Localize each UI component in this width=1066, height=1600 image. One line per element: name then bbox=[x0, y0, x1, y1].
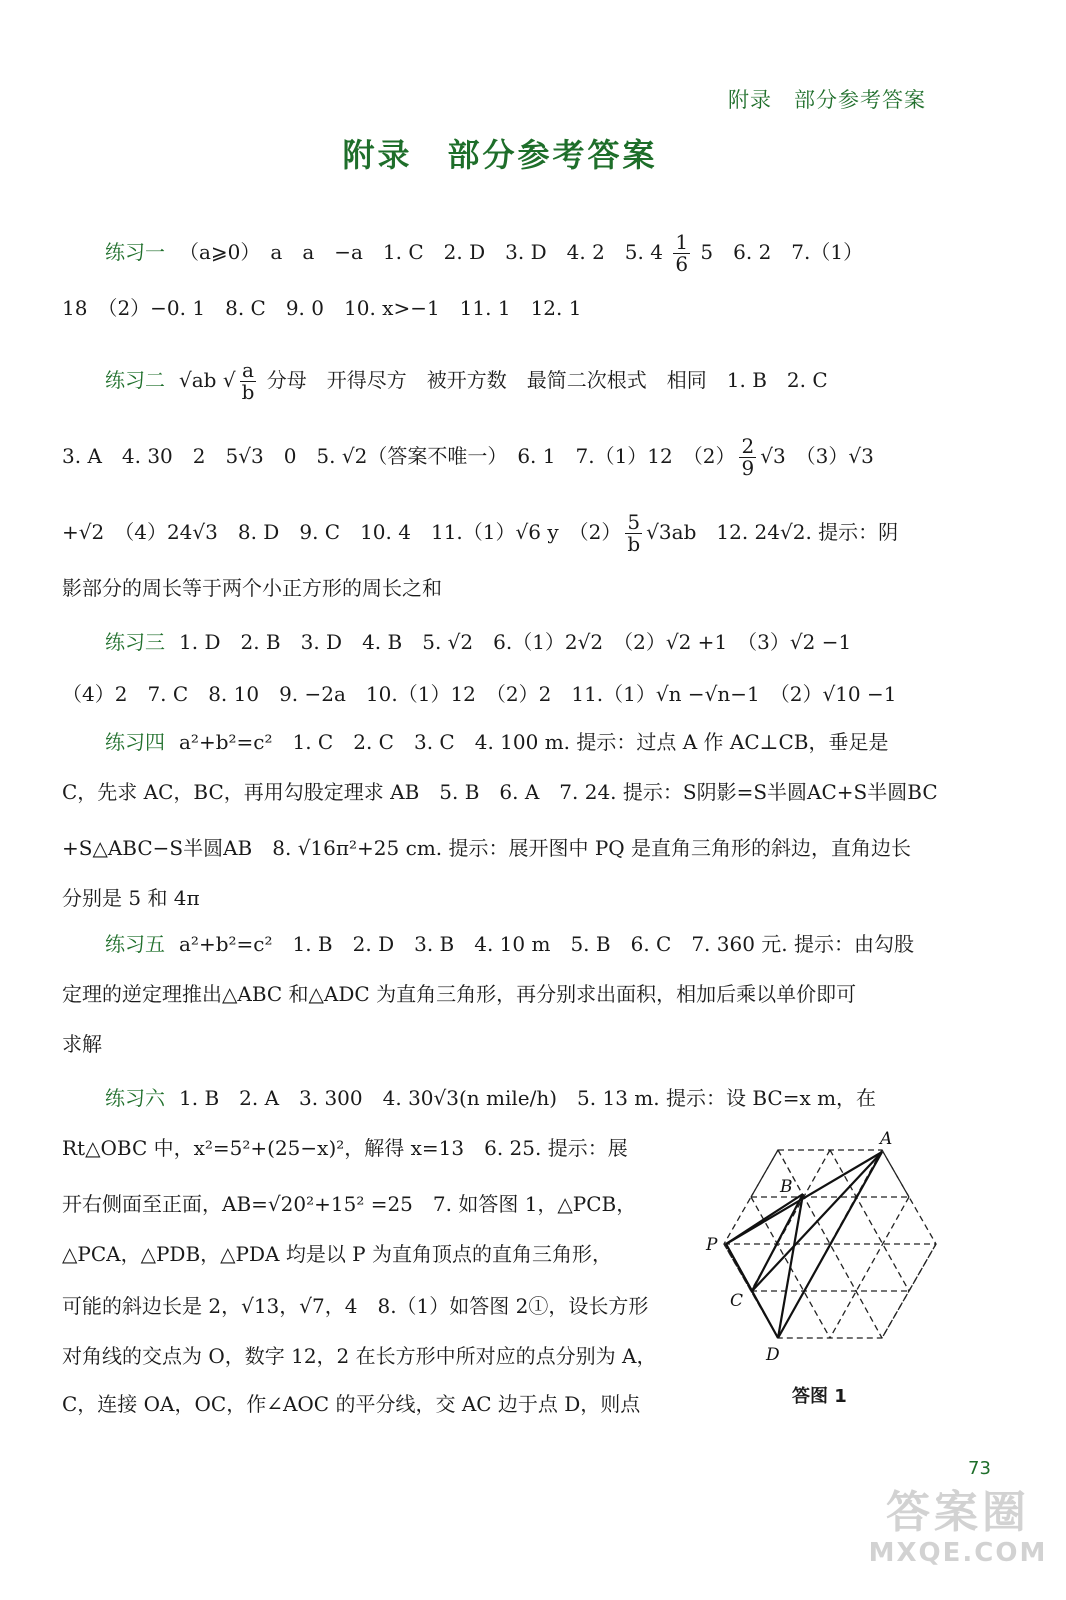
ex4-line3: +S△ABC−S半圆AB 8. √16π²+25 cm. 提示：展开图中 PQ 是直角三角形的斜边，直角边长 bbox=[62, 836, 912, 860]
ex6-line1: 练习六 1. B 2. A 3. 300 4. 30√3(n mile/h) 5. 13 m. 提示：设 BC=x m，在 bbox=[105, 1086, 877, 1110]
ex5-line3: 求解 bbox=[62, 1032, 102, 1056]
ex2-frac-5-b: $\frac{5}{b}$ bbox=[627, 510, 641, 556]
point-label-b: B bbox=[780, 1177, 793, 1197]
ex4-label: 练习四 bbox=[105, 730, 165, 754]
ex2-fraction: $\frac{a}{b}$ bbox=[241, 358, 255, 404]
ex2-line4: 影部分的周长等于两个小正方形的周长之和 bbox=[62, 576, 442, 600]
page-title: 附录 部分参考答案 bbox=[342, 136, 658, 174]
figure-caption: 答图 1 bbox=[792, 1386, 847, 1407]
page-number: 73 bbox=[968, 1458, 991, 1479]
ex5-line1: 练习五 a²+b²=c² 1. B 2. D 3. B 4. 10 m 5. B 6. C 7. 360 元. 提示：由勾股 bbox=[105, 932, 915, 956]
ex6-line4: △PCA，△PDB，△PDA 均是以 P 为直角顶点的直角三角形， bbox=[62, 1242, 612, 1266]
ex1-label: 练习一 bbox=[105, 240, 165, 264]
answer-figure-1 bbox=[700, 1128, 950, 1368]
ex3-line2: （4）2 7. C 8. 10 9. −2a 10.（1）12 （2）2 11.（1）√n −√n−1 （2）√10 −1 bbox=[62, 682, 897, 706]
ex6-line3: 开右侧面至正面，AB=√20²+15² =25 7. 如答图 1，△PCB， bbox=[62, 1192, 637, 1216]
ex5-line2: 定理的逆定理推出△ABC 和△ADC 为直角三角形，再分别求出面积，相加后乘以单价即可 bbox=[62, 982, 857, 1006]
ex4-line2: C，先求 AC，BC，再用勾股定理求 AB 5. B 6. A 7. 24. 提示：S阴影=S半圆AC+S半圆BC bbox=[62, 780, 938, 804]
ex1-line2: 18 （2）−0. 1 8. C 9. 0 10. x>−1 11. 1 12. 1 bbox=[62, 296, 582, 320]
ex3-line1: 练习三 1. D 2. B 3. D 4. B 5. √2 6.（1）2√2 （2）√2 +1 （3）√2 −1 bbox=[105, 630, 852, 654]
ex2-line1: 练习二 √ab √ $\frac{a}{b}$ 分母 开得尽方 被开方数 最简二次根式 相同 1. B 2. C bbox=[105, 358, 828, 404]
ex1-text-a: （a⩾0） a a −a 1. C 2. D 3. D 4. 2 5. 4 bbox=[179, 240, 663, 264]
point-label-a: A bbox=[880, 1129, 893, 1149]
ex1-text-b: 5 6. 2 7.（1） bbox=[700, 240, 864, 264]
ex6-line5: 可能的斜边长是 2，√13，√7，4 8.（1）如答图 2①，设长方形 bbox=[62, 1294, 649, 1318]
point-label-c: C bbox=[730, 1291, 744, 1311]
ex3-label: 练习三 bbox=[105, 630, 165, 654]
ex2-label: 练习二 bbox=[105, 368, 165, 392]
ex6-line2: Rt△OBC 中，x²=5²+(25−x)²，解得 x=13 6. 25. 提示：展 bbox=[62, 1136, 628, 1160]
ex5-label: 练习五 bbox=[105, 932, 165, 956]
ex2-text: 分母 开得尽方 被开方数 最简二次根式 相同 1. B 2. C bbox=[266, 368, 828, 392]
point-label-p: P bbox=[706, 1235, 718, 1255]
ex2-line2: 3. A 4. 30 2 5√3 0 5. √2（答案不唯一） 6. 1 7.（1）12 （2） $\frac{2}{9}$ √3 （3）√3 bbox=[62, 434, 874, 480]
running-header: 附录 部分参考答案 bbox=[728, 88, 926, 112]
ex1-fraction: $\frac{1}{6}$ bbox=[675, 230, 689, 276]
ex2-line3: +√2 （4）24√3 8. D 9. C 10. 4 11.（1）√6 y （2） $\frac{5}{b}$ √3ab 12. 24√2. 提示：阴 bbox=[62, 510, 899, 556]
ex1-line1 bbox=[105, 232, 863, 275]
ex2-sqrt-ab: √ab bbox=[179, 368, 217, 392]
ex4-line4: 分别是 5 和 4π bbox=[62, 886, 200, 910]
solid-segments bbox=[726, 1152, 882, 1338]
ex6-line7: C，连接 OA，OC，作∠AOC 的平分线，交 AC 边于点 D，则点 bbox=[62, 1392, 641, 1416]
point-label-d: D bbox=[766, 1345, 780, 1365]
ex6-line6: 对角线的交点为 O，数字 12，2 在长方形中所对应的点分别为 A， bbox=[62, 1344, 657, 1368]
watermark: 答案圈 MXQE.COM bbox=[868, 1487, 1048, 1568]
ex4-line1: 练习四 a²+b²=c² 1. C 2. C 3. C 4. 100 m. 提示：过点 A 作 AC⊥CB，垂足是 bbox=[105, 730, 889, 754]
ex2-frac-2-9: $\frac{2}{9}$ bbox=[741, 434, 755, 480]
ex6-label: 练习六 bbox=[105, 1086, 165, 1110]
